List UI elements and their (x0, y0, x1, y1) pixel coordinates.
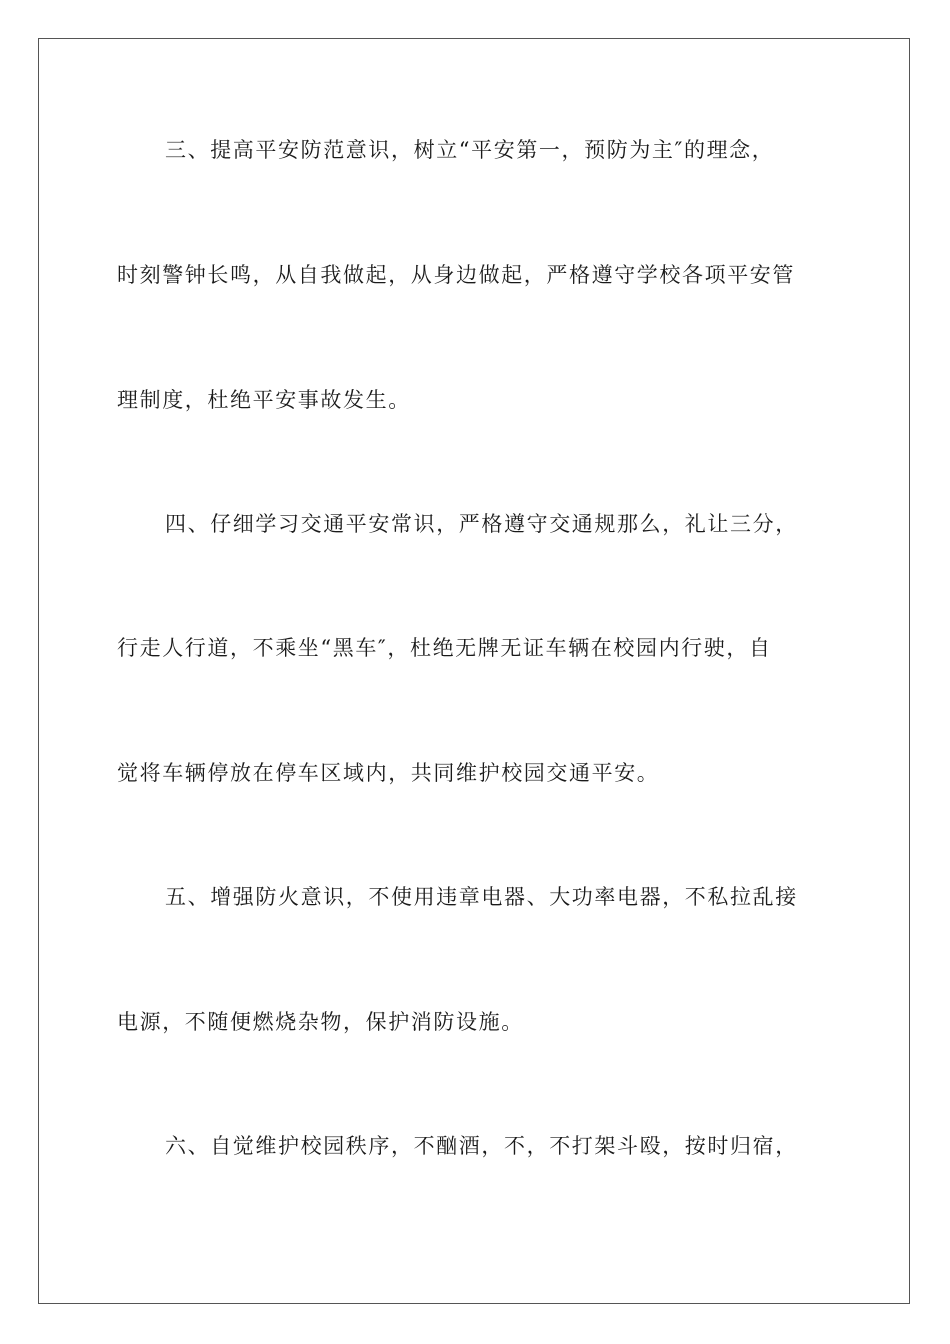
paragraph-3-line-1: 三、提高平安防范意识，树立“平安第一，预防为主″的理念， (165, 138, 775, 162)
paragraph-4-line-2: 行走人行道，不乘坐“黑车″，杜绝无牌无证车辆在校园内行驶，自 (117, 636, 772, 660)
paragraph-3-line-2: 时刻警钟长鸣，从自我做起，从身边做起，严格遵守学校各项平安管 (117, 263, 795, 287)
paragraph-5-line-1: 五、增强防火意识，不使用违章电器、大功率电器，不私拉乱接 (165, 885, 798, 909)
paragraph-5-line-2: 电源，不随便燃烧杂物，保护消防设施。 (117, 1010, 524, 1034)
page-border (38, 38, 910, 1304)
paragraph-6-line-1: 六、自觉维护校园秩序，不酗酒，不，不打架斗殴，按时归宿， (165, 1134, 798, 1158)
paragraph-4-line-3: 觉将车辆停放在停车区域内，共同维护校园交通平安。 (117, 761, 660, 785)
paragraph-4-line-1: 四、仔细学习交通平安常识，严格遵守交通规那么，礼让三分， (165, 512, 798, 536)
paragraph-3-line-3: 理制度，杜绝平安事故发生。 (117, 388, 411, 412)
